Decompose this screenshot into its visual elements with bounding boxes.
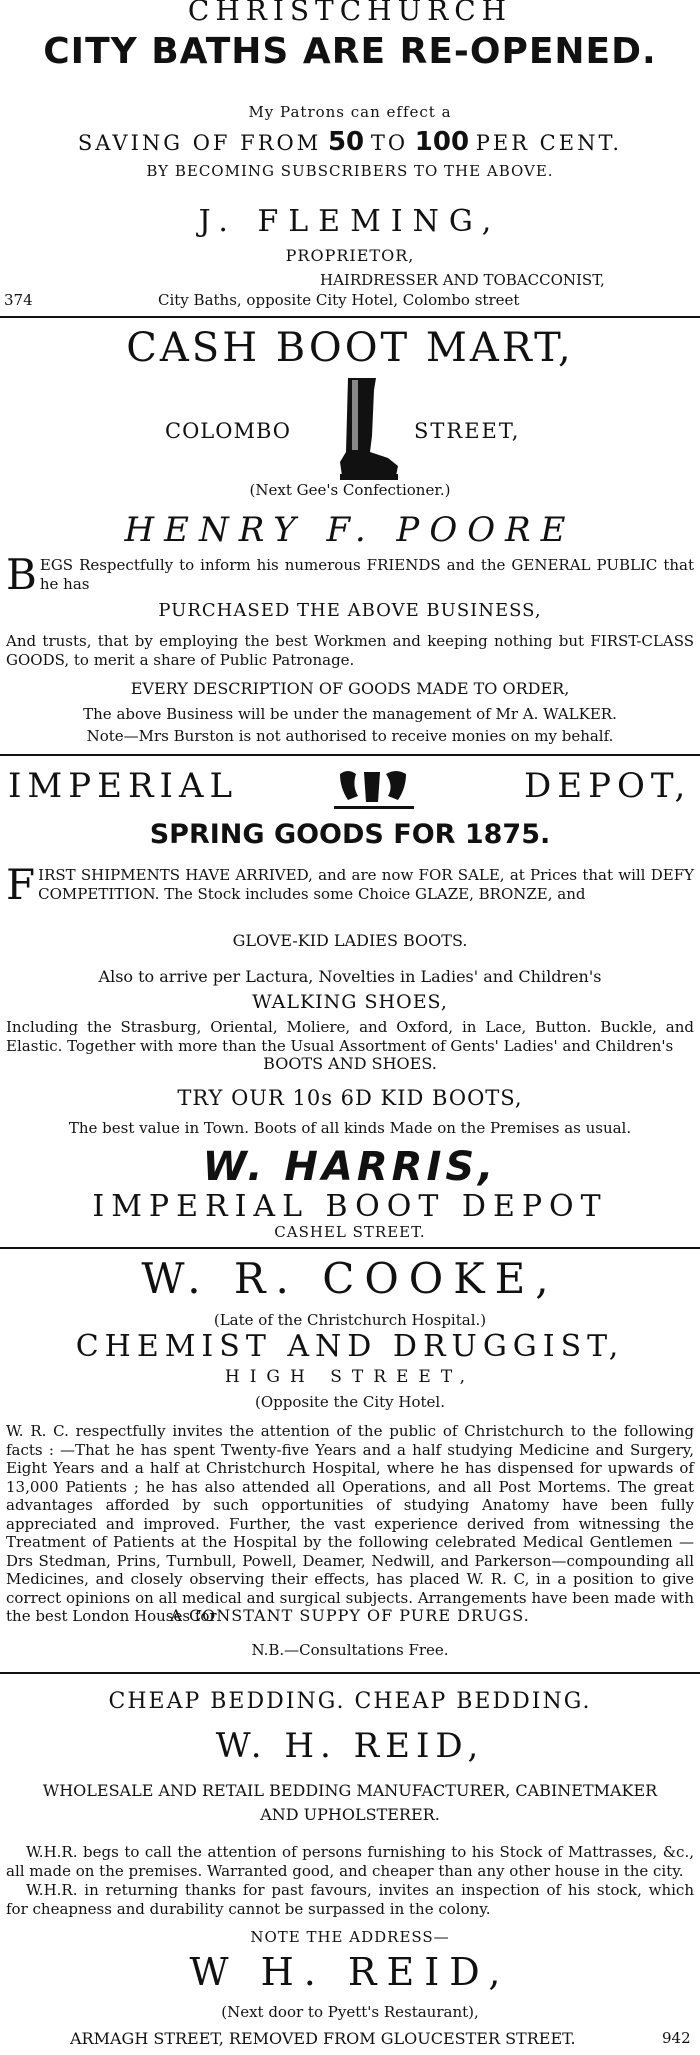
- ad2-right: STREET,: [414, 419, 521, 443]
- ad3-name: W. HARRIS,: [202, 1144, 498, 1190]
- ad5-street: ARMAGH STREET, REMOVED FROM GLOUCESTER STREET.: [70, 2029, 576, 2048]
- ad1-line1: My Patrons can effect a: [248, 103, 452, 121]
- ad5-p2: W.H.R. in returning thanks for past favours, invites an inspection of his stock, which for cheapness and durability cannot be surpassed in the colony.: [6, 1881, 694, 1918]
- ad5-name2: W H. REID,: [189, 1950, 511, 1994]
- divider-1: [0, 316, 700, 318]
- ad3-walking: WALKING SHOES,: [252, 991, 448, 1013]
- ad1-saving-prefix: SAVING OF FROM: [77, 131, 322, 155]
- ad5-next: (Next door to Pyett's Restaurant),: [221, 2003, 479, 2021]
- ad2-left: COLOMBO: [165, 419, 291, 443]
- ad3-try: TRY OUR 10s 6D KID BOOTS,: [177, 1086, 523, 1110]
- ad1-saving-to: TO: [370, 131, 409, 155]
- divider-3: [0, 1247, 700, 1249]
- ad4-trade: CHEMIST AND DRUGGIST,: [75, 1329, 625, 1364]
- ad1-saving-100: 100: [414, 127, 470, 157]
- ad3-boots: BOOTS AND SHOES.: [263, 1054, 437, 1073]
- ad3-spring: SPRING GOODS FOR 1875.: [149, 819, 551, 850]
- ad1-kicker: CHRISTCHURCH: [187, 0, 513, 27]
- ad2-p2: And trusts, that by employing the best Workmen and keeping nothing but FIRST-CLASS GOODS, to merit a share of Public Patronage.: [6, 632, 694, 669]
- ad3-p2: Including the Strasburg, Oriental, Moliere, and Oxford, in Lace, Button. Buckle, and Elastic. Together with more than the Usual Assortment of Gents' Ladies' and Children's: [6, 1018, 694, 1055]
- ad2-purchased: PURCHASED THE ABOVE BUSINESS,: [158, 600, 542, 621]
- ad3-arrive: Also to arrive per Lactura, Novelties in Ladies' and Children's: [98, 967, 602, 986]
- ad3-depot: IMPERIAL BOOT DEPOT: [92, 1189, 608, 1224]
- ad1-address: City Baths, opposite City Hotel, Colombo street: [158, 291, 520, 309]
- ad1-line3: BY BECOMING SUBSCRIBERS TO THE ABOVE.: [146, 162, 554, 180]
- ad3-dropcap: F: [6, 860, 36, 909]
- ad5-p1: W.H.R. begs to call the attention of persons furnishing to his Stock of Mattrasses, &c., all made on the premises. Warranted good, and cheaper than any other house in the city.: [6, 1843, 694, 1880]
- ad2-dropcap: B: [6, 550, 37, 599]
- ad2-note: Note—Mrs Burston is not authorised to receive monies on my behalf.: [86, 727, 614, 745]
- ad5-cheap: CHEAP BEDDING. CHEAP BEDDING.: [108, 1689, 592, 1714]
- ad4-nb: N.B.—Consultations Free.: [251, 1641, 449, 1659]
- ad2-name: HENRY F. POORE: [124, 510, 576, 550]
- divider-4: [0, 1672, 700, 1674]
- ad2-paragraph-1: [6, 550, 694, 599]
- ad5-name: W. H. REID,: [215, 1726, 485, 1766]
- ad4-constant: A CONSTANT SUPPY OF PURE DRUGS.: [170, 1606, 530, 1625]
- ad1-title: PROPRIETOR,: [285, 246, 415, 265]
- ad4-opposite: (Opposite the City Hotel.: [254, 1393, 445, 1411]
- ad2-every: EVERY DESCRIPTION OF GOODS MADE TO ORDER,: [130, 679, 570, 698]
- ad3-right: DEPOT,: [524, 766, 692, 806]
- ad1-saving-50: 50: [327, 127, 365, 157]
- ad1-name: J. FLEMING,: [198, 204, 502, 239]
- ad5-note: NOTE THE ADDRESS—: [250, 1928, 450, 1946]
- ad4-late: (Late of the Christchurch Hospital.): [213, 1311, 487, 1329]
- boot-illustration-icon: [336, 376, 402, 484]
- ad1-ref: 374: [4, 291, 33, 309]
- ad3-left: IMPERIAL: [8, 766, 239, 806]
- ad1-headline: CITY BATHS ARE RE-OPENED.: [43, 31, 657, 72]
- ad2-headline: CASH BOOT MART,: [126, 325, 574, 371]
- ad5-ref: 942: [662, 2029, 691, 2047]
- ad3-p1: IRST SHIPMENTS HAVE ARRIVED, and are now FOR SALE, at Prices that will DEFY COMPETITION. The Stock includes some Choice GLAZE, BRONZE, and: [38, 866, 694, 903]
- ad2-p1: EGS Respectfully to inform his numerous FRIENDS and the GENERAL PUBLIC that he has: [39, 556, 694, 593]
- ad2-next: (Next Gee's Confectioner.): [249, 481, 451, 499]
- ad4-street: HIGH STREET,: [224, 1367, 476, 1387]
- ad2-management: The above Business will be under the management of Mr A. WALKER.: [83, 705, 617, 723]
- ad3-paragraph-1: [6, 860, 694, 909]
- ad4-name: W. R. COOKE,: [141, 1254, 559, 1303]
- royal-crest-icon: [334, 766, 414, 810]
- ad3-street: CASHEL STREET.: [274, 1223, 426, 1241]
- ad3-glove: GLOVE-KID LADIES BOOTS.: [232, 931, 468, 950]
- ad4-p1: W. R. C. respectfully invites the attention of the public of Christchurch to the following facts : —That he has spent Twenty-five Years and a half studying Medicine and Surgery, Eight Years and a half at Christchurch Hospital, where he has dispensed for upwards of 13,000 Patients ; he has also attended all Operations, and all Post Mortems. The great advantages afforded by such opportunities of studying Anatomy have been fully appreciated and improved. Further, the vast experience derived from witnessing the Treatment of Patients at the Hospital by the following celebrated Medical Gentlemen —Drs Stedman, Prins, Turnbull, Powell, Deamer, Nedwill, and Parkerson—compounding all Medicines, and closely observing their effects, has placed W. R. C, in a position to give correct opinions on all medical and surgical subjects. Arrangements have been made with the best London Houses for: [6, 1422, 694, 1625]
- ad5-trade1: WHOLESALE AND RETAIL BEDDING MANUFACTURER, CABINETMAKER: [42, 1781, 658, 1800]
- ad5-trade2: AND UPHOLSTERER.: [260, 1805, 440, 1824]
- ad1-saving-suffix: PER CENT.: [475, 131, 623, 155]
- divider-2: [0, 754, 700, 756]
- ad1-trade: HAIRDRESSER AND TOBACCONIST,: [320, 271, 605, 289]
- ad3-best: The best value in Town. Boots of all kinds Made on the Premises as usual.: [68, 1119, 632, 1137]
- ad1-saving-line: [0, 128, 700, 157]
